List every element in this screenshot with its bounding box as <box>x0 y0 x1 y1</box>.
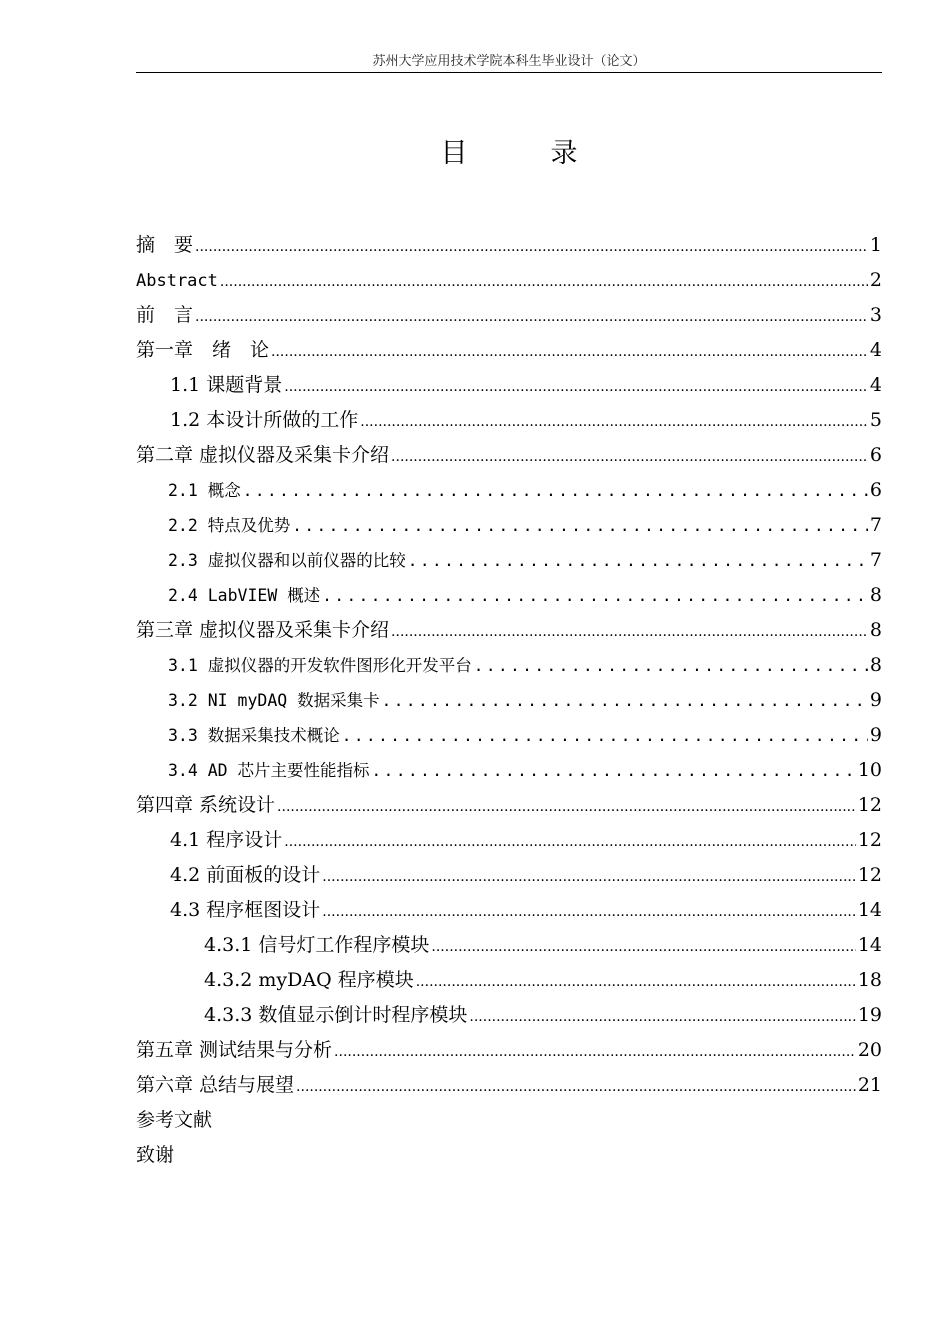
toc-entry-chapter-3[interactable] <box>136 613 882 648</box>
toc-entry-chapter-5[interactable] <box>136 1033 882 1068</box>
toc-entry-2-3[interactable] <box>136 543 882 578</box>
toc-entry-abstract-cn[interactable] <box>136 228 882 263</box>
table-of-contents <box>136 228 882 1173</box>
toc-leader-dots <box>284 825 856 860</box>
toc-page-number: 10 <box>857 759 882 781</box>
toc-label: 第五章 测试结果与分析 <box>136 1039 333 1061</box>
toc-page-number: 6 <box>869 444 882 466</box>
toc-entry-4-3-2[interactable] <box>136 963 882 998</box>
toc-entry-3-1[interactable] <box>136 648 882 683</box>
toc-label: 参考文献 <box>136 1109 213 1131</box>
toc-page-number: 2 <box>869 269 882 291</box>
toc-leader-dots <box>220 265 868 300</box>
toc-label: 摘 要 <box>136 234 194 256</box>
toc-label: 3.2 NI myDAQ 数据采集卡 <box>168 691 380 710</box>
toc-entry-4-3-1[interactable] <box>136 928 882 963</box>
toc-label: 致谢 <box>136 1144 175 1166</box>
toc-leader-dots <box>416 965 856 1000</box>
toc-entry-3-3[interactable] <box>136 718 882 753</box>
toc-page-number: 4 <box>869 374 882 396</box>
toc-label: 4.3.1 信号灯工作程序模块 <box>204 934 430 956</box>
toc-label: 3.4 AD 芯片主要性能指标 <box>168 761 370 780</box>
toc-page-number: 21 <box>857 1074 882 1096</box>
page-title: 目 录 <box>440 138 606 169</box>
header-rule <box>136 72 882 73</box>
toc-label: 3.3 数据采集技术概论 <box>168 726 340 745</box>
toc-leader-dots <box>474 648 868 683</box>
toc-label: 第二章 虚拟仪器及采集卡介绍 <box>136 444 390 466</box>
toc-leader-dots <box>277 790 856 825</box>
toc-page-number: 18 <box>857 969 882 991</box>
toc-label: 4.2 前面板的设计 <box>170 864 321 886</box>
toc-entry-chapter-2[interactable] <box>136 438 882 473</box>
toc-label: 1.2 本设计所做的工作 <box>170 409 359 431</box>
toc-leader-dots <box>322 895 856 930</box>
toc-label: 4.1 程序设计 <box>170 829 283 851</box>
toc-leader-dots <box>391 440 868 475</box>
toc-label: 4.3.2 myDAQ 程序模块 <box>204 969 414 991</box>
toc-entry-chapter-6[interactable] <box>136 1068 882 1103</box>
toc-leader-dots <box>284 370 868 405</box>
toc-label: 前 言 <box>136 304 194 326</box>
toc-page-number: 7 <box>869 514 882 536</box>
toc-label: 2.4 LabVIEW 概述 <box>168 586 321 605</box>
toc-entry-chapter-4[interactable] <box>136 788 882 823</box>
toc-label: 4.3.3 数值显示倒计时程序模块 <box>204 1004 468 1026</box>
toc-entry-3-4[interactable] <box>136 753 882 788</box>
toc-label: 第四章 系统设计 <box>136 794 276 816</box>
toc-leader-dots <box>431 930 855 965</box>
toc-leader-dots <box>372 753 856 788</box>
toc-page-number: 8 <box>869 584 882 606</box>
toc-leader-dots <box>469 1000 855 1035</box>
toc-leader-dots <box>382 683 868 718</box>
toc-entry-chapter-1[interactable] <box>136 333 882 368</box>
toc-leader-dots <box>243 473 868 508</box>
toc-entry-acknowledgements[interactable] <box>136 1138 882 1173</box>
toc-entry-2-1[interactable] <box>136 473 882 508</box>
toc-entry-4-1[interactable] <box>136 823 882 858</box>
toc-label: 第一章 绪 论 <box>136 339 270 361</box>
toc-page-number: 9 <box>869 689 882 711</box>
toc-page-number: 19 <box>857 1004 882 1026</box>
toc-label: 第六章 总结与展望 <box>136 1074 295 1096</box>
toc-page-number: 9 <box>869 724 882 746</box>
toc-page-number: 12 <box>857 829 882 851</box>
toc-entry-2-2[interactable] <box>136 508 882 543</box>
toc-page-number: 14 <box>857 899 882 921</box>
toc-entry-4-3-3[interactable] <box>136 998 882 1033</box>
toc-label: 第三章 虚拟仪器及采集卡介绍 <box>136 619 390 641</box>
toc-leader-dots <box>360 405 868 440</box>
toc-label: 2.3 虚拟仪器和以前仪器的比较 <box>168 551 406 570</box>
toc-entry-4-2[interactable] <box>136 858 882 893</box>
toc-leader-dots <box>334 1035 856 1070</box>
toc-leader-dots <box>391 615 868 650</box>
toc-page-number: 6 <box>869 479 882 501</box>
toc-label: 2.2 特点及优势 <box>168 516 291 535</box>
toc-entry-4-3[interactable] <box>136 893 882 928</box>
toc-label: Abstract <box>136 271 218 291</box>
toc-leader-dots <box>408 543 868 578</box>
toc-label: 2.1 概念 <box>168 481 241 500</box>
toc-entry-references[interactable] <box>136 1103 882 1138</box>
toc-page-number: 5 <box>869 409 882 431</box>
toc-leader-dots <box>322 860 856 895</box>
toc-page-number: 8 <box>869 619 882 641</box>
toc-leader-dots <box>195 300 868 335</box>
toc-page-number: 1 <box>869 234 882 256</box>
toc-label: 3.1 虚拟仪器的开发软件图形化开发平台 <box>168 656 472 675</box>
toc-entry-abstract-en[interactable] <box>136 263 882 298</box>
toc-page-number: 12 <box>857 794 882 816</box>
toc-label: 4.3 程序框图设计 <box>170 899 321 921</box>
toc-page-number: 8 <box>869 654 882 676</box>
toc-page-number: 4 <box>869 339 882 361</box>
toc-leader-dots <box>342 718 868 753</box>
toc-entry-3-2[interactable] <box>136 683 882 718</box>
toc-entry-preface[interactable] <box>136 298 882 333</box>
toc-page-number: 20 <box>857 1039 882 1061</box>
toc-leader-dots <box>271 335 868 370</box>
toc-entry-2-4[interactable] <box>136 578 882 613</box>
toc-label: 1.1 课题背景 <box>170 374 283 396</box>
toc-leader-dots <box>195 230 868 265</box>
toc-page-number: 3 <box>869 304 882 326</box>
toc-page-number: 7 <box>869 549 882 571</box>
toc-entry-1-2[interactable] <box>136 403 882 438</box>
toc-entry-1-1[interactable] <box>136 368 882 403</box>
page-header: 苏州大学应用技术学院本科生毕业设计（论文） <box>372 54 646 69</box>
toc-leader-dots <box>292 508 868 543</box>
toc-leader-dots <box>322 578 868 613</box>
toc-leader-dots <box>296 1070 856 1105</box>
toc-page-number: 12 <box>857 864 882 886</box>
toc-page-number: 14 <box>857 934 882 956</box>
